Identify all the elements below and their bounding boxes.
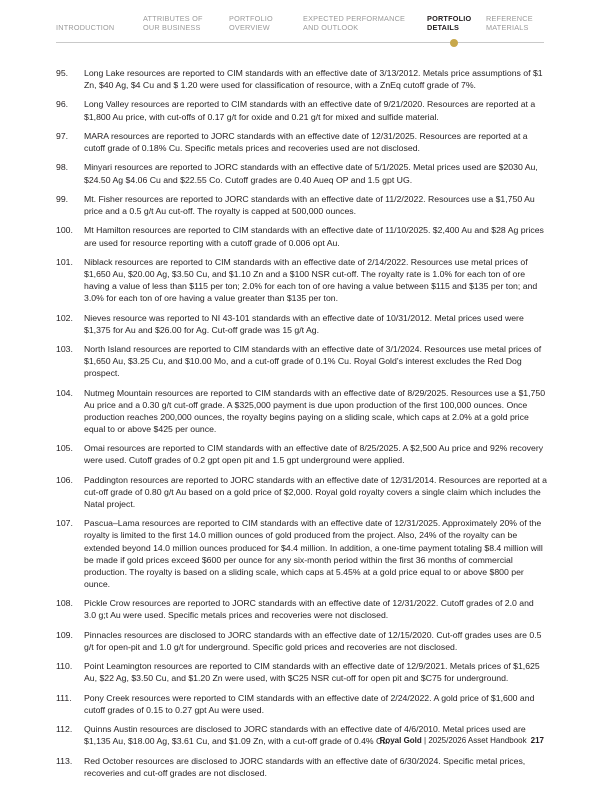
footnote-number: 107.	[56, 518, 73, 529]
footnote-item	[56, 130, 548, 154]
footnote-text: Pascua–Lama resources are reported to CIM standards with an effective date of 12/31/2025. Approximately 20% of the royalty is limited to the first 14.0 million ounces of gold produced from the project. Also, 24% of the royalty can be extended beyond 14.0 million ounces produced for $4.4 million. In addition, a one-time payment totaling $8.4 million will be made if gold prices exceed $600 per ounce for any six-month period within the first 36 months of commercial production. The royalty is based on a sliding scale, which caps at 5.45% at a gold price equal to or above $800 per ounce.	[84, 518, 543, 589]
nav-tab-line1: EXPECTED PERFORMANCE	[303, 14, 406, 23]
footnote-text: Red October resources are disclosed to JORC standards with an effective date of 6/30/2024. Specific metal prices, recoveries and cut-off grades are not disclosed.	[84, 755, 526, 778]
footnote-item	[56, 343, 548, 379]
footnote-item	[56, 517, 548, 590]
footnote-item	[56, 597, 548, 621]
footnote-number: 104.	[56, 387, 73, 398]
footnote-item	[56, 161, 548, 185]
nav-tab-line1: REFERENCE	[486, 14, 533, 23]
footnote-text: Minyari resources are reported to JORC standards with an effective date of 5/1/2025. Metal prices used are $2030 Au, $24.50 Ag $4.06 Cu and $22.55 Co. Cutoff grades are 0.40 Aueq OP and 1.5 gpt UG.	[84, 162, 538, 185]
footnote-text: Niblack resources are reported to CIM standards with an effective date of 2/14/2022. Resources use metal prices of $1,650 Au, $20.00 Ag, $3.50 Cu, and $1.10 Zn and a $100 NSR cut-off. The royalty rate is 1.0% for each ton of ore having a value of less than $115 per ton; 2.0% for each ton of ore having a value between $115 and $135 per ton; and 3.0% for each ton of ore having a value greater than $135 per ton.	[84, 256, 538, 304]
footnote-text: Quinns Austin resources are disclosed to JORC standards with an effective date of 4/6/2010. Metal prices used are $1,135 Au, $18.00 Ag, $3.61 Cu, and $1.09 Zn, with a cut-off grade of 0.4% Cu.	[84, 724, 526, 747]
footnote-number: 110.	[56, 661, 73, 672]
footnote-text: Omai resources are reported to CIM standards with an effective date of 8/25/2025. A $2,500 Au price and 92% recovery were used. Cutoff grades of 0.2 gpt open pit and 1.5 gpt underground were applied.	[84, 443, 544, 466]
footnote-item	[56, 442, 548, 466]
nav-tab-portfolio-overview[interactable]	[229, 14, 273, 32]
footnote-number: 105.	[56, 443, 73, 454]
footnote-number: 108.	[56, 598, 73, 609]
footnote-item	[56, 67, 548, 91]
footnote-number: 113.	[56, 755, 73, 766]
top-navigation	[0, 14, 600, 48]
footnote-number: 96.	[56, 99, 69, 110]
footnote-number: 103.	[56, 344, 73, 355]
footnote-number: 109.	[56, 629, 73, 640]
nav-tab-line2: DETAILS	[427, 23, 460, 32]
footnote-number: 111.	[56, 692, 72, 703]
nav-tab-line1	[56, 14, 114, 23]
footnote-text: Point Leamington resources are reported to CIM standards with an effective date of 12/9/2021. Metals prices of $1,625 Au, $22 Ag, $3.50 Cu, and $1.20 Zn were used, with $C25 NSR cut-off for open pit and $C75 for underground.	[84, 661, 540, 684]
footnote-number: 106.	[56, 474, 73, 485]
footnote-text: Pickle Crow resources are reported to JORC standards with an effective date of 12/31/2022. Cutoff grades of 2.0 and 3.0 g;t Au were used. Specific metals prices and recoveries were not disclosed.	[84, 598, 534, 621]
footnote-text: Pinnacles resources are disclosed to JORC standards with an effective date of 12/15/2020. Cut-off grades uses are 0.5 g/t for open-pit and 1.0 g/t for underground. Specific gold prices and recoveries are not disclosed.	[84, 629, 542, 652]
nav-tab-portfolio-details[interactable]	[427, 14, 471, 32]
footnote-item	[56, 193, 548, 217]
footer-brand: Royal Gold	[379, 736, 422, 745]
nav-tab-line2: AND OUTLOOK	[303, 23, 359, 32]
footnote-item	[56, 256, 548, 304]
nav-tab-line2: INTRODUCTION	[56, 23, 115, 32]
footnote-number: 95.	[56, 68, 69, 78]
footnote-number: 100.	[56, 225, 73, 236]
nav-tab-attributes-of-our-business[interactable]	[143, 14, 203, 32]
nav-tab-line1: PORTFOLIO	[229, 14, 273, 23]
nav-tab-introduction[interactable]	[56, 14, 114, 32]
footnote-text: Nieves resource was reported to NI 43-101 standards with an effective date of 10/31/2012. Metal prices used were $1,375 for Au and $26.00 for Ag. Cut-off grade was 15 g/t Ag.	[84, 312, 524, 335]
footer-document-title: 2025/2026 Asset Handbook	[428, 736, 527, 745]
footnote-item	[56, 755, 548, 779]
nav-tab-line2: MATERIALS	[486, 23, 529, 32]
footnote-item	[56, 312, 548, 336]
footnote-item	[56, 98, 548, 122]
footnote-text: Mt Hamilton resources are reported to CIM standards with an effective date of 11/10/2025. $2,400 Au and $28 Ag prices are used for resource reporting with a cutoff grade of 0.006 opt Au.	[84, 225, 544, 248]
footnote-text: Paddington resources are reported to JORC standards with an effective date of 12/31/2014. Resources are reported at a cut-off grade of 0.80 g/t Au based on a gold price of $2,000. Royal gold royalty covers a single claim which includes the Natal project.	[84, 474, 547, 509]
footnote-number: 98.	[56, 162, 69, 173]
footnote-item	[56, 629, 548, 653]
footnote-number: 99.	[56, 193, 69, 204]
footnote-item	[56, 387, 548, 435]
footnote-item	[56, 224, 548, 248]
footnote-text: Long Valley resources are reported to CIM standards with an effective date of 9/21/2020. Resources are reported at a $1,800 Au price, with cut-offs of 0.17 g/t for oxide and 0.21 g/t for mixed and sulfide material.	[84, 99, 536, 122]
nav-tab-reference-materials[interactable]	[486, 14, 533, 32]
nav-tab-line2: OUR BUSINESS	[143, 23, 201, 32]
footnote-number: 112.	[56, 724, 73, 735]
footnote-text: Mt. Fisher resources are reported to JORC standards with an effective date of 11/2/2022. Resources use a $1,750 Au price and a 0.5 g/t Au cut-off. The royalty is capped at 500,000 ounces.	[84, 193, 535, 217]
footnote-text: Pony Creek resources were reported to CIM standards with an effective date of 2/24/2022. A gold price of $1,600 and cutoff grades of 0.15 to 0.27 gpt Au were used.	[84, 692, 535, 715]
nav-tab-line1: PORTFOLIO	[427, 14, 472, 23]
active-tab-indicator-dot	[450, 39, 458, 47]
footnote-number: 101.	[56, 256, 73, 267]
page-footer	[380, 736, 544, 745]
footnote-number: 97.	[56, 130, 69, 141]
footnote-text: Nutmeg Mountain resources are reported to CIM standards with an effective date of 8/29/2025. Resources use a $1,750 Au price and a 0.30 g/t cut-off grade. A $325,000 payment is due upon production of the first 100,000 ounces. Once production reaches 200,000 ounces, the royalty begins paying on a sliding scale, which caps at 2.0% at a gold price equal to or above $425 per ounce.	[84, 387, 546, 434]
nav-tab-line1: ATTRIBUTES OF	[143, 14, 203, 23]
footnote-number: 102.	[56, 312, 73, 323]
footnote-text: MARA resources are reported to JORC standards with an effective date of 12/31/2025. Resources are reported at a cutoff grade of 0.18% Cu. Specific metals prices and recoveries used are not disclosed.	[84, 130, 528, 154]
footnote-text: North Island resources are reported to CIM standards with an effective date of 3/1/2024. Resources use metal prices of $1,650 Au, $3.25 Cu, and $10.00 Mo, and a cut-off grade of 0.1% Cu. Royal Gold’s interest excludes the Red Dog prospect.	[84, 344, 542, 379]
footnote-item	[56, 692, 548, 716]
page-number: 217	[530, 736, 544, 745]
footer-separator: |	[421, 736, 429, 745]
footnotes-list	[56, 67, 548, 786]
nav-divider-line	[56, 42, 544, 43]
footnote-item	[56, 660, 548, 684]
nav-tab-expected-performance-and-outlook[interactable]	[303, 14, 405, 32]
footnote-text: Long Lake resources are reported to CIM standards with an effective date of 3/13/2012. Metals price assumptions of $1 Zn, $40 Ag, $4 Cu and $ 1.20 were used for classification of resource, with a ZnEq cutoff grade of 7%.	[84, 68, 543, 91]
footnote-item	[56, 474, 548, 510]
nav-tab-line2: OVERVIEW	[229, 23, 270, 32]
